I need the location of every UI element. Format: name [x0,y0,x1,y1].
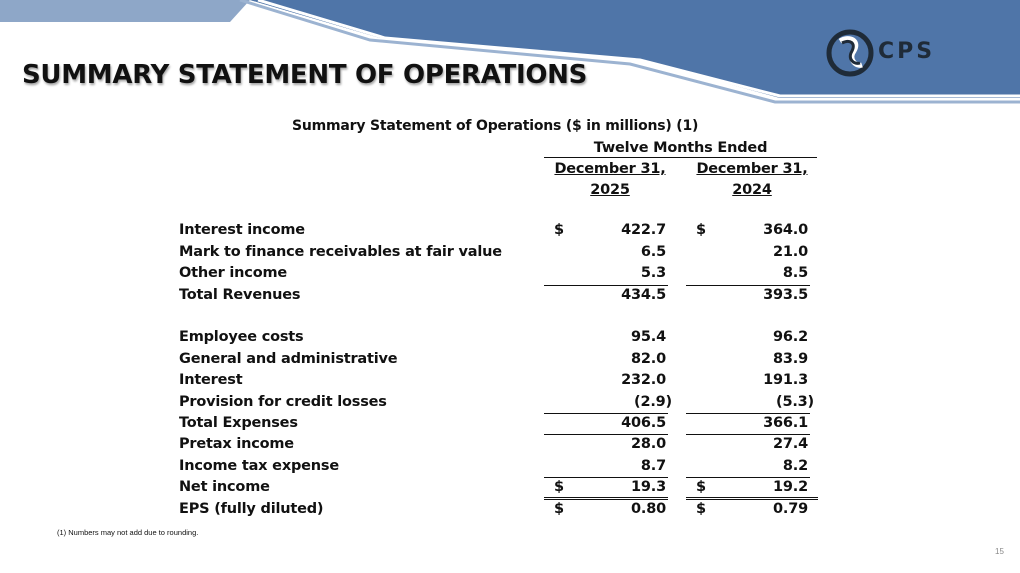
company-logo [826,27,946,79]
value-2024: 191.3 [763,372,808,388]
row-label: Net income [179,479,270,495]
column-header-line2: 2024 [732,182,772,198]
currency-symbol: $ [696,222,706,238]
row-label: Total Revenues [179,287,301,303]
total-double-rule [544,497,668,500]
currency-symbol: $ [554,479,564,495]
column-header-2024 [690,159,814,201]
value-2025: 434.5 [621,287,666,303]
row-label: Pretax income [179,436,294,452]
value-2025: 95.4 [631,329,666,345]
row-label: EPS (fully diluted) [179,501,324,517]
row-label: Mark to finance receivables at fair value [179,244,502,260]
value-2024: 19.2 [773,479,808,495]
row-label: Interest income [179,222,305,238]
row-label: Other income [179,265,288,281]
subtotal-rule [686,413,810,414]
page-number: 15 [995,547,1004,556]
value-2024: 366.1 [763,415,808,431]
subtotal-rule [544,477,668,478]
subtotal-rule [686,477,810,478]
total-double-rule [686,497,818,500]
value-2025: 6.5 [640,244,666,260]
currency-symbol: $ [696,501,706,517]
logo-text: CPS [878,39,936,64]
value-2024: 96.2 [773,329,808,345]
row-label: Total Expenses [179,415,298,431]
subtotal-rule [686,285,810,286]
table-title: Summary Statement of Operations ($ in millions) (1) [292,118,699,134]
value-2024: (5.3) [776,394,814,410]
value-2025: 406.5 [621,415,666,431]
value-2025: 232.0 [621,372,666,388]
column-header-line2: 2025 [590,182,630,198]
value-2024: 83.9 [773,351,808,367]
value-2025: 422.7 [621,222,666,238]
subtotal-rule [686,434,810,435]
slide-title: SUMMARY STATEMENT OF OPERATIONS [22,60,588,90]
value-2024: 393.5 [763,287,808,303]
row-label: Interest [179,372,243,388]
row-label: Provision for credit losses [179,394,387,410]
value-2024: 8.2 [782,458,808,474]
subtotal-rule [544,285,668,286]
subtotal-rule [544,434,668,435]
value-2025: 8.7 [640,458,666,474]
value-2024: 8.5 [782,265,808,281]
footnote: (1) Numbers may not add due to rounding. [57,528,199,537]
value-2024: 364.0 [763,222,808,238]
value-2025: (2.9) [634,394,672,410]
currency-symbol: $ [696,479,706,495]
column-header-2025 [548,159,672,201]
period-header: Twelve Months Ended [544,140,817,158]
value-2025: 5.3 [640,265,666,281]
currency-symbol: $ [554,222,564,238]
row-label: Employee costs [179,329,304,345]
column-header-line1: December 31, [696,161,808,177]
value-2025: 28.0 [631,436,666,452]
value-2025: 82.0 [631,351,666,367]
row-label: General and administrative [179,351,398,367]
row-label: Income tax expense [179,458,339,474]
value-2024: 27.4 [773,436,808,452]
value-2025: 0.80 [631,501,666,517]
cps-swirl-icon [826,27,874,79]
subtotal-rule [544,413,668,414]
value-2024: 0.79 [773,501,808,517]
column-header-line1: December 31, [554,161,666,177]
value-2024: 21.0 [773,244,808,260]
value-2025: 19.3 [631,479,666,495]
currency-symbol: $ [554,501,564,517]
